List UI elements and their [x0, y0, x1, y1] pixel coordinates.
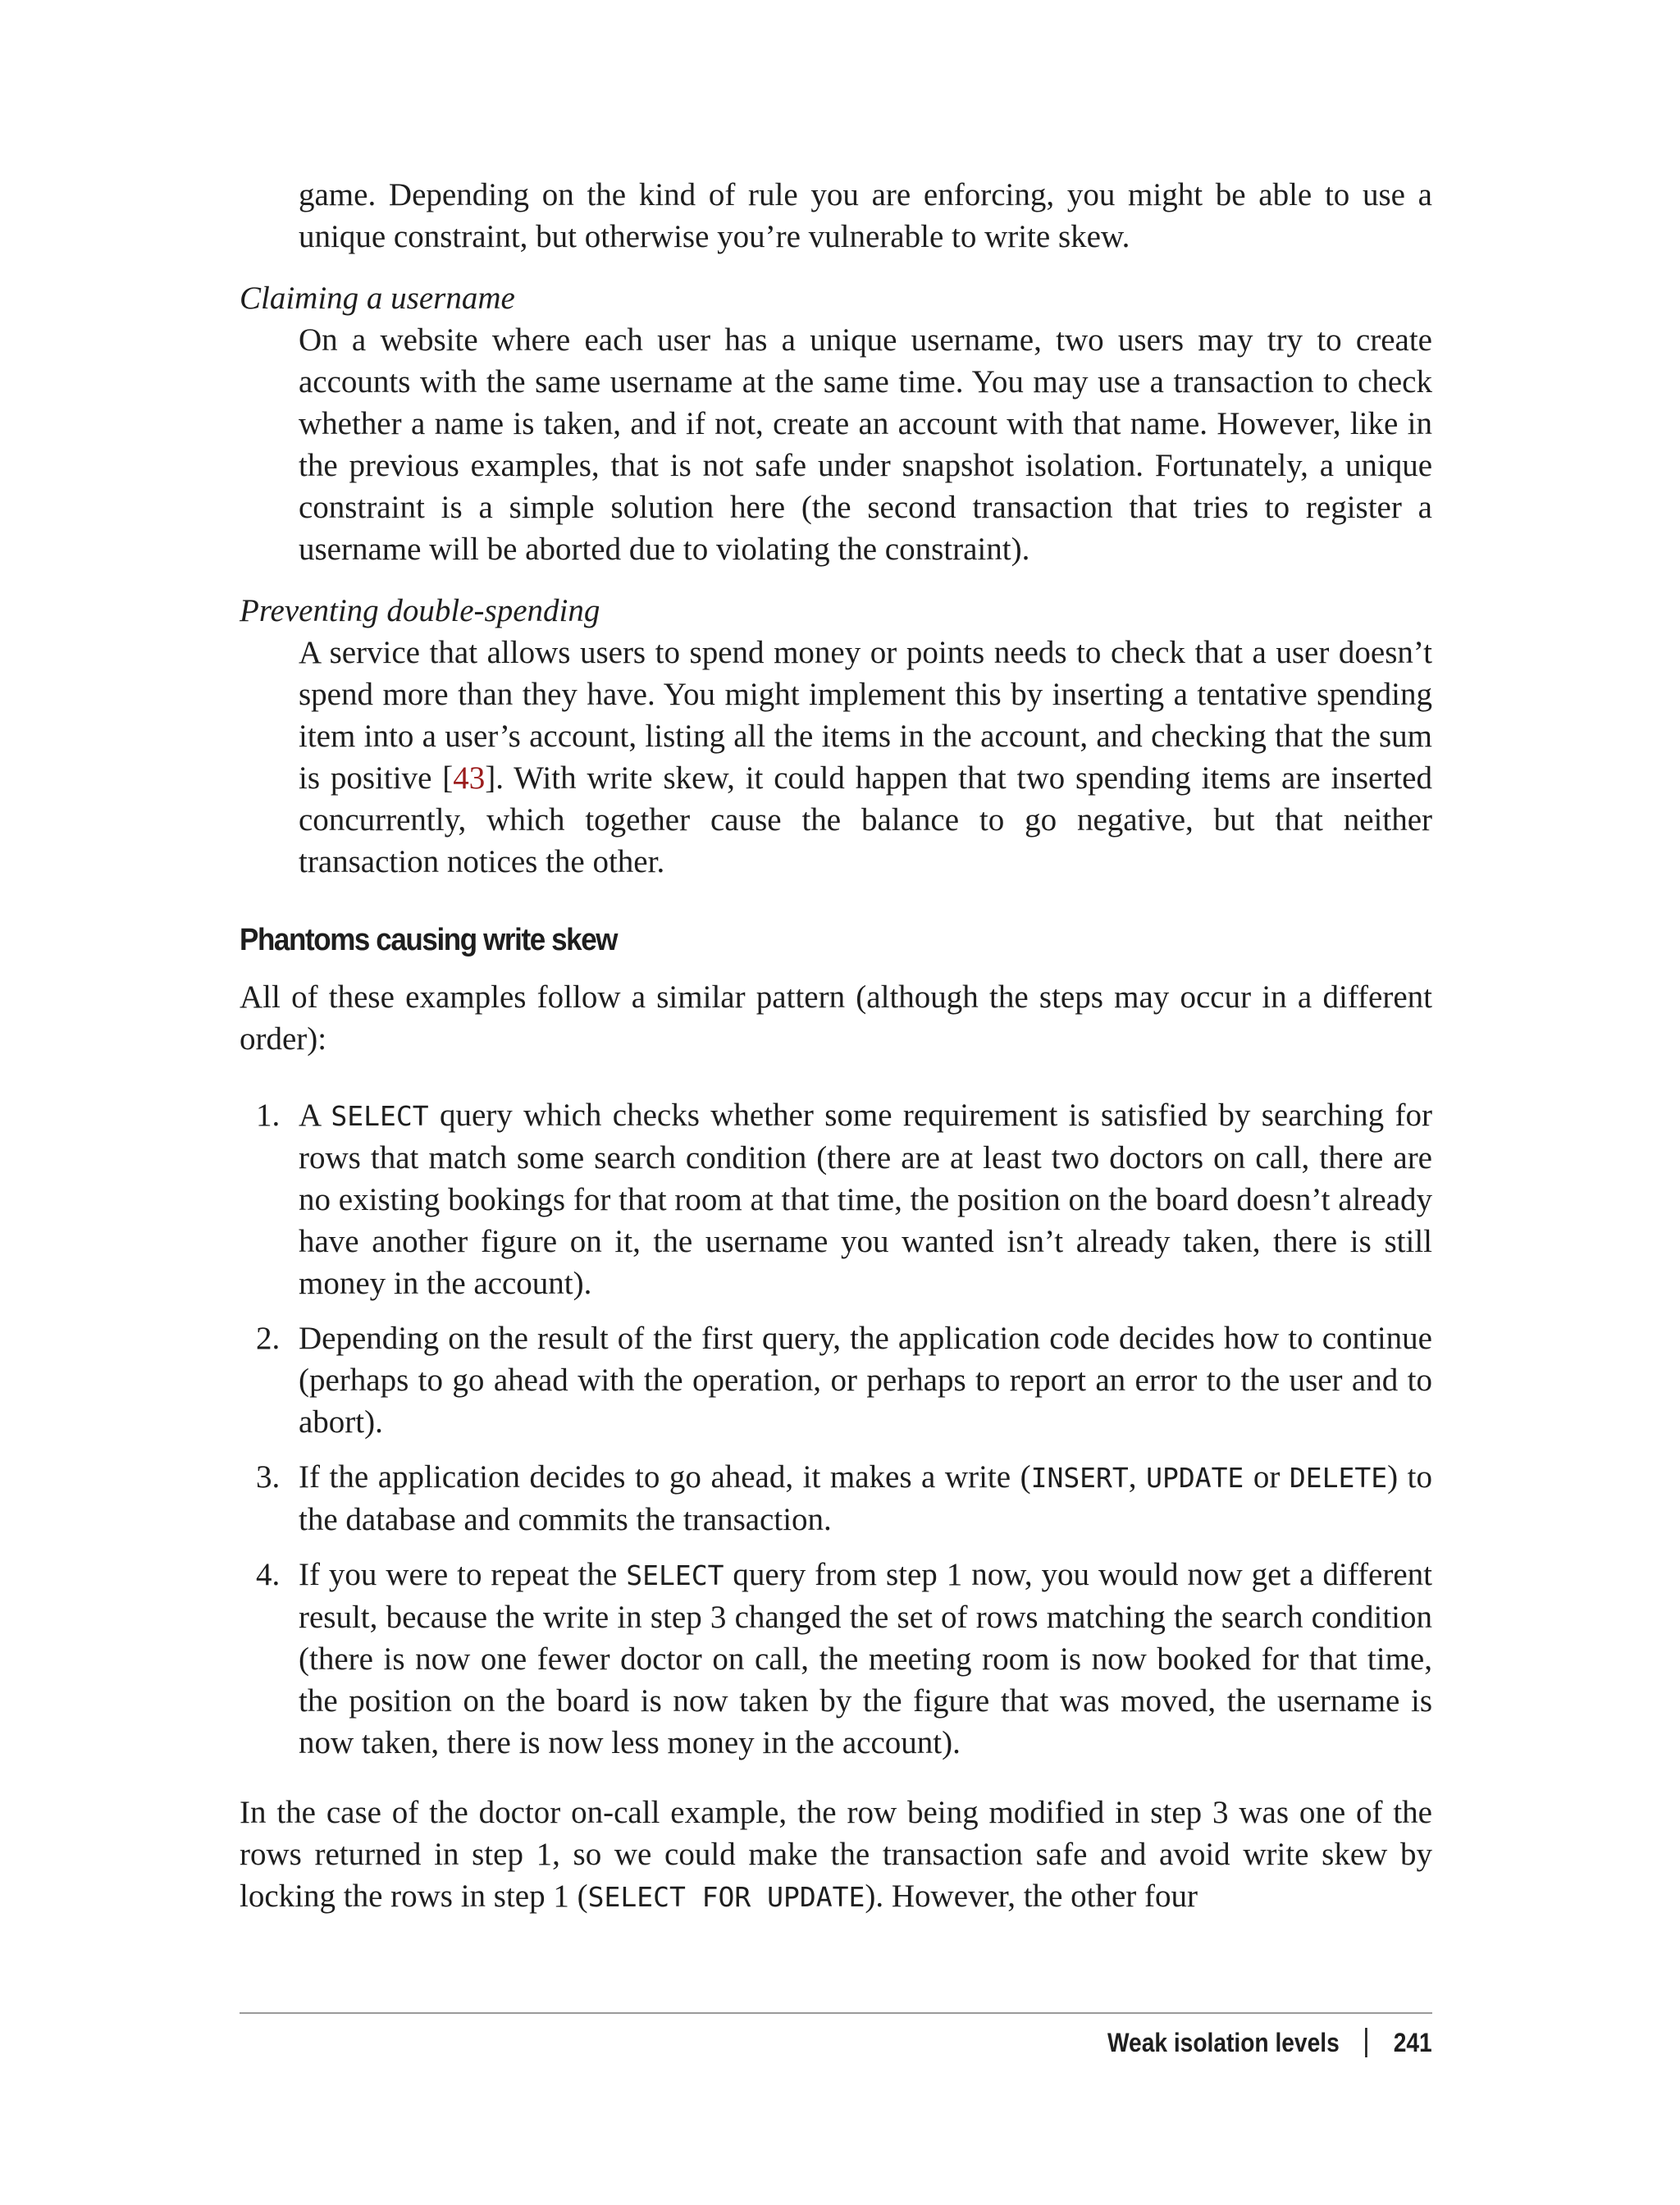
citation-link[interactable]: 43	[453, 760, 486, 796]
page-number: 241	[1394, 2028, 1432, 2057]
text-segment: If you were to repeat the	[299, 1557, 627, 1592]
page-body	[240, 174, 1432, 1918]
list-item	[240, 1317, 1432, 1443]
list-item-number: 1.	[256, 1098, 281, 1133]
code-inline: SELECT FOR UPDATE	[587, 1881, 865, 1913]
section-heading: Phantoms causing write skew	[240, 923, 618, 957]
text-segment: or	[1244, 1459, 1290, 1495]
list-item	[240, 1094, 1432, 1304]
list-item-number: 3.	[256, 1459, 281, 1495]
code-inline: SELECT	[626, 1559, 724, 1591]
section-intro-paragraph: All of these examples follow a similar pattern (although the steps may occur in a different order):	[240, 979, 1432, 1057]
text-segment: A	[299, 1098, 331, 1133]
footer-divider	[240, 2012, 1432, 2014]
definition-text-username: On a website where each user has a unique username, two users may try to create accounts with the same username at the same time. You may use a transaction to check whether a name is taken, and if not, create an account with that name. However, like in the previous examples, that is not safe under snapshot isolation. Fortunately, a unique constraint is a simple solution here (the second transaction that tries to register a username will be aborted due to violating the constraint).	[299, 322, 1432, 567]
intro-paragraph: game. Depending on the kind of rule you are enforcing, you might be able to use a unique constraint, but otherwise you’re vulnerable to write skew.	[299, 177, 1432, 254]
text-segment: query which checks whether some requirement is satisfied by searching for rows that match some search condition (there are at least two doctors on call, there are no existing bookings for that room at that time, the position on the board doesn’t already have another figure on it, the username you wanted isn’t already taken, there is still money in the account).	[299, 1098, 1432, 1301]
list-item	[240, 1554, 1432, 1764]
text-segment: ). However, the other four	[865, 1879, 1198, 1914]
definition-double-spending	[240, 590, 1432, 883]
page-footer	[1107, 2026, 1432, 2059]
code-inline: DELETE	[1289, 1462, 1388, 1494]
list-item-number: 2.	[256, 1321, 281, 1356]
text-segment: ) to the database and commits the transaction.	[299, 1459, 1432, 1537]
list-item	[240, 1456, 1432, 1541]
steps-list	[240, 1094, 1432, 1764]
text-segment: ,	[1128, 1459, 1147, 1495]
code-inline: INSERT	[1030, 1462, 1129, 1494]
code-inline: UPDATE	[1146, 1462, 1244, 1494]
closing-paragraph	[240, 1792, 1432, 1918]
text-segment: A service that allows users to spend money or points needs to check that a user doesn’t spend more than they have. You might implement this by inserting a tentative spending item into a user’s account, listing all the items in the account, and checking that the sum is positive [	[299, 635, 1432, 796]
running-section-title: Weak isolation levels	[1107, 2028, 1340, 2057]
text-segment: In the case of the doctor on-call example, the row being modified in step 3 was one of the rows returned in step 1, so we could make the transaction safe and avoid write skew by locking the rows in step 1 (	[240, 1795, 1432, 1914]
code-inline: SELECT	[331, 1100, 429, 1132]
term-claiming-username: Claiming a username	[240, 281, 515, 316]
footer-separator	[1366, 2028, 1368, 2057]
definition-claiming-username	[240, 277, 1432, 570]
list-item-number: 4.	[256, 1557, 281, 1592]
term-double-spending: Preventing double-spending	[240, 593, 600, 628]
text-segment: ]. With write skew, it could happen that two spending items are inserted concurrently, which together cause the balance to go negative, but that neither transaction notices the other.	[299, 760, 1432, 879]
text-segment: query from step 1 now, you would now get a different result, because the write in step 3 changed the set of rows matching the search condition (there is now one fewer doctor on call, the meeting room is now booked for that time, the position on the board is now taken by the figure that was moved, the username is now taken, there is now less money in the account).	[299, 1557, 1433, 1760]
text-segment: Depending on the result of the first query, the application code decides how to continue (perhaps to go ahead with the operation, or perhaps to report an error to the user and to abort).	[299, 1321, 1432, 1440]
text-segment: If the application decides to go ahead, it makes a write (	[299, 1459, 1031, 1495]
definition-text-double-spending	[240, 632, 1432, 883]
